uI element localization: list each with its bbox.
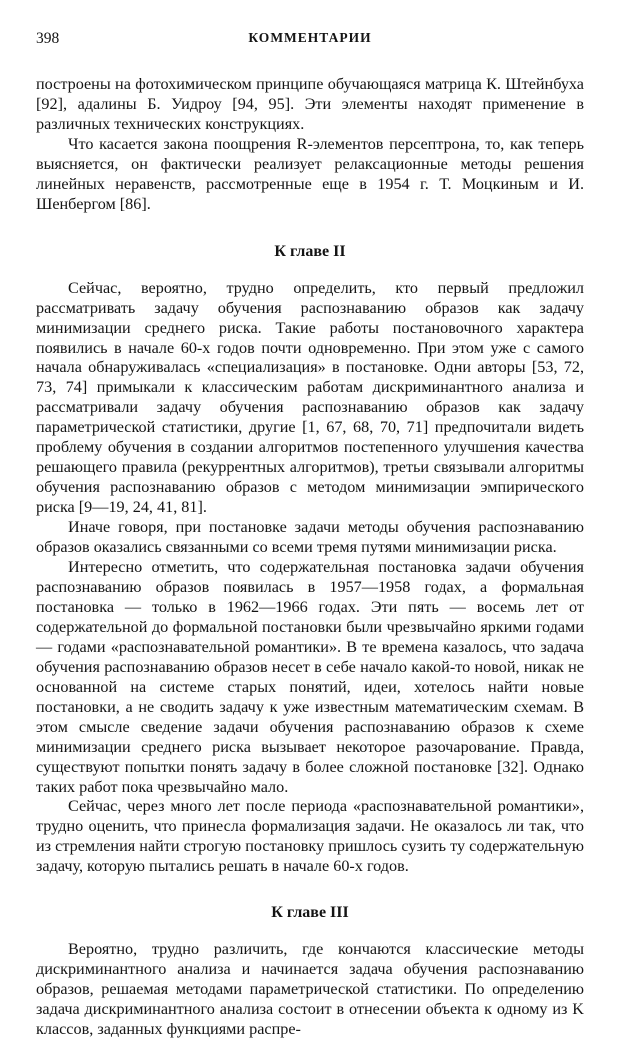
paragraph: Что касается закона поощрения R-элементов персептрона, то, как теперь выясняется, он фактически реализует релаксационные методы решения линейных неравенств, рассмотренные еще в 1954 г. Т. Моцкиным и И. Шенбергом [86].: [36, 134, 584, 213]
paragraph: Интересно отметить, что содержательная постановка задачи обучения распознаванию образов появилась в 1957—1958 годах, а формальная постановка — только в 1962—1966 годах. Эти пять — восемь лет от содержательной до формальной постановки были чрезвычайно яркими годами — годами «распознавательной романтики». В те времена казалось, что задача обучения распознаванию образов несет в себе начало какой-то новой, никак не основанной на системе старых понятий, идеи, хотелось найти новые постановки, а не сводить задачу к уже известным математическим схемам. В этом смысле сведение задачи обучения распознаванию образов к схеме минимизации среднего риска вызывает некоторое разочарование. Правда, существуют попытки понять задачу в более сложной постановке [32]. Однако таких работ пока чрезвычайно мало.: [36, 558, 584, 796]
paragraph: Иначе говоря, при постановке задачи методы обучения распознаванию образов оказались связанными со всеми тремя путями минимизации риска.: [36, 518, 584, 557]
section-heading-chapter-3: К главе III: [271, 904, 349, 922]
running-head: [36, 22, 584, 50]
body-text: [36, 75, 584, 1040]
section-heading-chapter-2: К главе II: [274, 242, 346, 260]
document-page: [36, 22, 584, 1039]
paragraph: Сейчас, через много лет после периода «распознавательной романтики», трудно оценить, что принесла формализация задачи. Не оказалось ли так, что из стремления найти строгую постановку пришлось сузить ту содержательную задачу, которую пытались решать в начале 60-х годов.: [36, 797, 584, 876]
page-number: 398: [36, 30, 60, 47]
paragraph: построены на фотохимическом принципе обучающаяся матрица К. Штейнбуха [92], адалины Б. Уидроу [94, 95]. Эти элементы находят применение в различных технических конструкциях.: [36, 75, 584, 133]
paragraph: Вероятно, трудно различить, где кончаются классические методы дискриминантного анализа и начинается задача обучения распознаванию образов, решаемая методами параметрической статистики. По определению задача дискриминантного анализа состоит в отнесении объекта к одному из K классов, заданных функциями распре-: [36, 940, 584, 1039]
paragraph: Сейчас, вероятно, трудно определить, кто первый предложил рассматривать задачу обучения распознаванию образов как задачу минимизации среднего риска. Такие работы постановочного характера появились в начале 60-х годов почти одновременно. При этом уже с самого начала обнаруживалась «специализация» в постановке. Одни авторы [53, 72, 73, 74] примыкали к классическим работам дискриминантного анализа и рассматривали задачу обучения распознаванию образов как задачу параметрической статистики, другие [1, 67, 68, 70, 71] предпочитали видеть проблему обучения в создании алгоритмов постепенного улучшения качества решающего правила (рекуррентных алгоритмов), третьи связывали алгоритмы обучения распознаванию образов с методом минимизации эмпирического риска [9—19, 24, 41, 81].: [36, 278, 584, 517]
running-title: КОММЕНТАРИИ: [248, 30, 372, 45]
